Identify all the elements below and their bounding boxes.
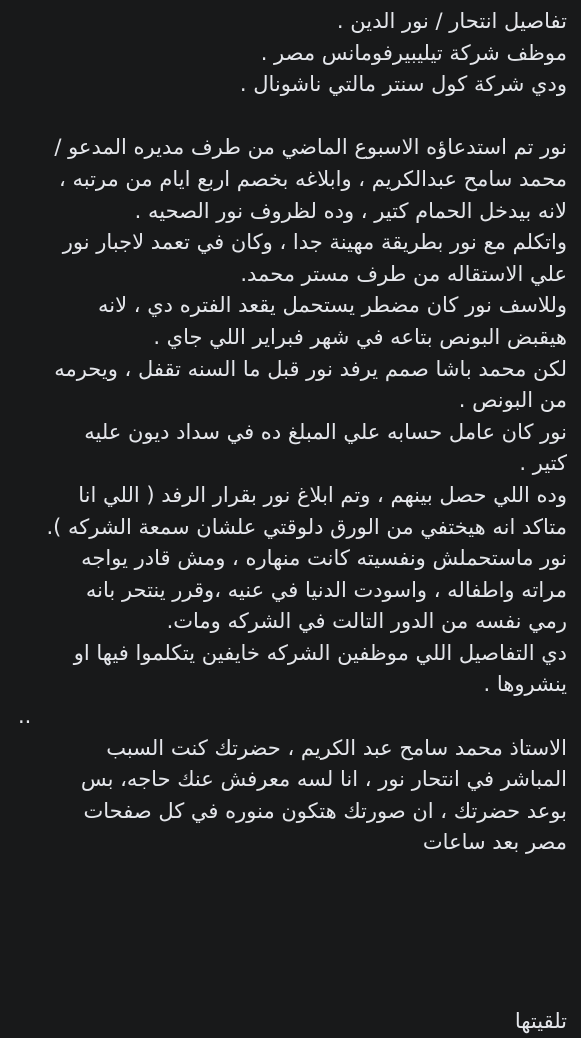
post-line: نور تم استدعاؤه الاسبوع الماضي من طرف مديره المدعو / [54,135,567,160]
post-line: هيقبض البونص بتاعه في شهر فبراير اللي جاي . [153,324,567,349]
post-line: علي الاستقاله من طرف مستر محمد. [240,261,567,286]
post-line: نور كان عامل حسابه علي المبلغ ده في سداد ديون عليه [84,419,567,444]
blank-line [12,101,567,133]
post-text [12,6,567,859]
post-line: رمي نفسه من الدور التالت في الشركه ومات. [166,609,567,634]
post-line: موظف شركة تيليبيرفومانس مصر . [260,40,567,65]
post-line: كتير . [519,451,567,476]
post-line: واتكلم مع نور بطريقة مهينة جدا ، وكان في تعمد لاجبار نور [62,230,567,255]
cut-off-line: تلقيتها [514,1009,567,1034]
post-line: ودي شركة كول سنتر مالتي ناشونال . [239,72,567,97]
closing-line: الاستاذ محمد سامح عبد الكريم ، حضرتك كنت السبب [106,735,567,760]
post-line: من البونص . [458,388,567,413]
post-line: محمد سامح عبدالكريم ، وابلاغه بخصم اربع ايام من مرتبه ، [59,166,567,191]
post-line: متاكد انه هيختفي من الورق دلوقتي علشان سمعة الشركه ). [46,514,567,539]
post-line: دي التفاصيل اللي موظفين الشركه خايفين يتكلموا فيها او [73,640,567,665]
post-line: وده اللي حصل بينهم ، وتم ابلاغ نور بقرار الرفد ( اللي انا [78,482,567,507]
post-line: ينشروها . [483,672,567,697]
closing-line: المباشر في انتحار نور ، انا لسه معرفش عنك حاجه، بس [80,767,567,792]
post-line: تفاصيل انتحار / نور الدين . [336,9,567,33]
post-line: وللاسف نور كان مضطر يستحمل يقعد الفتره دي ، لانه [98,293,567,318]
post-line: لكن محمد باشا صمم يرفد نور قبل ما السنه تقفل ، ويحرمه [54,356,567,381]
post-line: نور ماستحملش ونفسيته كانت منهاره ، ومش قادر يواجه [81,546,567,571]
ellipsis-dots: .. [18,704,32,729]
closing-line: بوعد حضرتك ، ان صورتك هتكون منوره في كل صفحات [83,798,567,823]
post-line: لانه بيدخل الحمام كتير ، وده لظروف نور الصحيه . [134,198,567,223]
closing-line: مصر بعد ساعات [422,830,567,855]
post-line: مراته واطفاله ، واسودت الدنيا في عنيه ،وقرر ينتحر بانه [85,577,567,602]
